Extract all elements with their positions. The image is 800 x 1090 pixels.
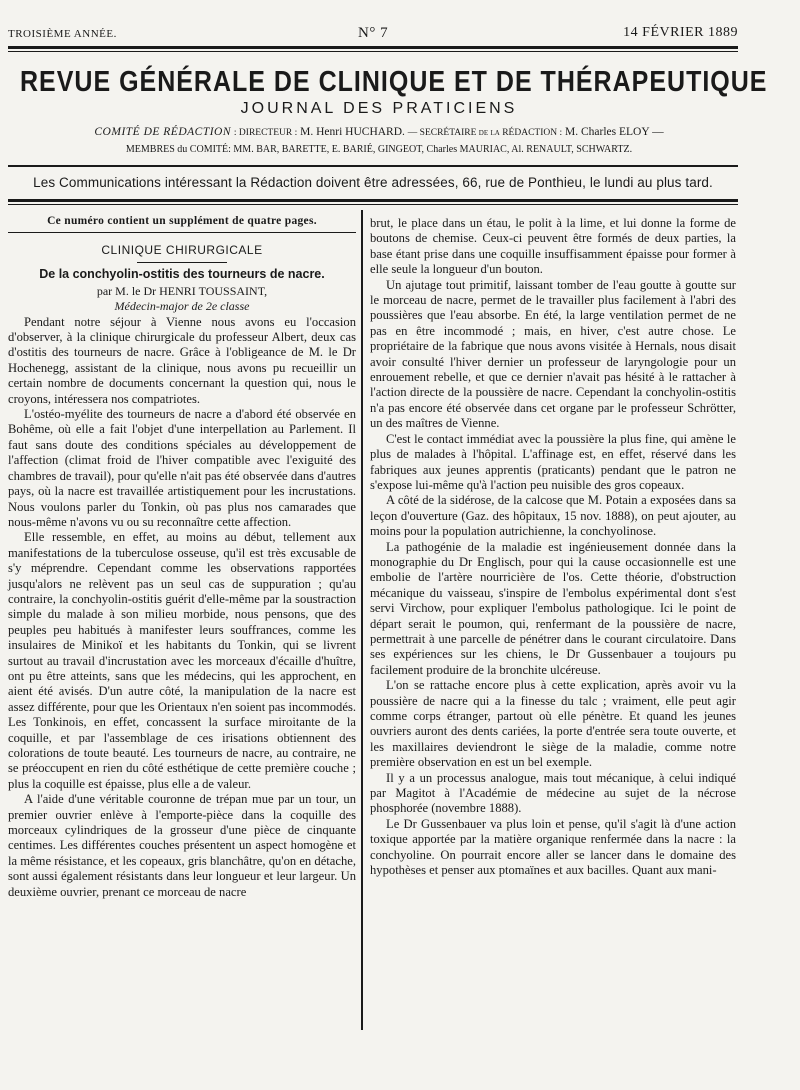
paragraph: A côté de la sidérose, de la calcose que M. Potain a exposées dans sa leçon d'ouverture (Gaz. des hôpitaux, 15 nov. 1888), on peut ajouter, au moins pour la population autrichienne, la conchyolinose. [370,493,736,539]
journal-title: REVUE GÉNÉRALE DE CLINIQUE ET DE THÉRAPEUTIQUE [20,65,768,99]
notice-rule [8,199,738,202]
article-title: De la conchyolin-ostitis des tourneurs de nacre. [39,266,325,281]
paragraph: Pendant notre séjour à Vienne nous avons eu l'occasion d'observer, à la clinique chirurgicale du professeur Albert, deux cas d'ostitis des tourneurs de nacre. Grâce à l'obligeance de M. le Dr Hochenegg, assistant de la clinique, nous avons pu recueillir un certain nombre de documents concernant la question qui, nous le croyons, intéressera nos compatriotes. [8,314,356,406]
issue-date: 14 FÉVRIER 1889 [623,25,738,40]
masthead-rule [8,165,738,167]
paragraph: L'ostéo-myélite des tourneurs de nacre a d'abord été observée en Bohême, où elle a fait l'objet d'une interpellation au Parlement. Il faut sans doute des conditions spéciales au développement de l'affection (climat froid de l'hiver compatible avec l'exiguité des chambres de travail), pour qu'elle n'ait pas été observée dans d'autres pays, où la nacre est travaillée artistiquement pour les incrustations. Nous voulons parler du Tonkin, où pas plus nos camarades que nous-même n'avons vu ou su reconnaître cette affection. [8,407,356,529]
supplement-notice: Ce numéro contient un supplément de quatre pages. [8,212,356,233]
committee-members: MEMBRES du COMITÉ: MM. BAR, BARETTE, E. BARIÉ, GINGEOT, Charles MAURIAC, Al. RENAULT, SCHWARTZ. [125,144,633,155]
director-name: M. Henri HUCHARD. [300,126,405,138]
paragraph: Un ajutage tout primitif, laissant tomber de l'eau goutte à goutte sur le morceau de nacre, permet de le travailler plus facilement à l'abri des poussières que l'eau absorbe. En été, la large ventilation permet de ne pas en être incommodé ; mais, en hiver, c'est autre chose. Le propriétaire de la fabrique que nous avons visitée à Hernals, nous disait avoir consulté l'hiver dernier un professeur de laryngologie pour un enrouement rebelle, et que ce dernier n'avait pas hésité à le rattacher à l'action directe de la poussière de nacre. Cependant la conchyolin-ostitis n'a pas encore été observée dans cet organe par le professeur Schrötter, un des maîtres de Vienne. [370,277,736,431]
committee-label: COMITÉ DE RÉDACTION [94,126,232,138]
header-rule-thin [8,51,738,52]
paragraph: C'est le contact immédiat avec la poussière la plus fine, qui amène le plus de malades à l'hôpital. L'affinage est, en effet, réservé dans les fabriques aux jeunes apprentis (praticants) pendant que le patron ne s'expose lui-même qu'à l'action peu nuisible des gros copeaux. [370,431,736,492]
paragraph: L'on se rattache encore plus à cette explication, après avoir vu la poussière de nacre qui a la finesse du talc ; vraiment, elle peut agir comme corps étranger, partout où elle pénètre. Et quand les jeunes ouvriers auront des dents cariées, la porte d'entrée sera toute ouverte, et les maxillaires deviendront le siège de la maladie, comme notre première observation en est un bel exemple. [370,678,736,770]
paragraph: brut, le place dans un étau, le polit à la lime, et lui donne la forme de boutons de chemise. Ceux-ci peuvent être formés de deux parties, la base étant prise dans une coquille insuffisamment épaisse pour former à elle seule la longueur d'un bouton. [370,216,736,277]
left-column [8,212,356,900]
journal-subtitle: JOURNAL DES PRATICIENS [240,100,518,117]
author-role: Médecin-major de 2e classe [114,299,250,314]
paragraph: Le Dr Gussenbauer va plus loin et pense, qu'il s'agit là d'une action toxique apportée par la matière organique renfermée dans la nacre : la conchyoline. On pourrait encore aller se lancer dans le domaine des hypothèses et penser aux ptomaïnes et aux bacilles. Quant aux mani- [370,816,736,878]
paragraph: Il y a un processus analogue, mais tout mécanique, à celui indiqué par Magitot à l'Académie de médecine au sujet de la nécrose phosphorée (novembre 1888). [370,770,736,816]
column-divider [361,210,363,1030]
secretary-label: — SECRÉTAIRE de la RÉDACTION : [407,128,563,138]
paragraph: A l'aide d'une véritable couronne de trépan mue par un tour, un premier ouvrier enlève à l'emporte-pièce dans la coquille des morceaux cylindriques de la grosseur d'une pièce de cinquante centimes. Les différentes couches présentent un aspect homogène et la même résistance, et les copeaux, gris blanchâtre, qu'on en détache, sont aussi également résistants dans leur longueur et leur largeur. Un deuxième ouvrier, prenant ce morceau de nacre [8,792,356,899]
communications-notice: Les Communications intéressant la Rédaction doivent être adressées, 66, rue de Ponthieu, le lundi au plus tard. [33,175,713,190]
paragraph: Elle ressemble, en effet, au moins au début, tellement aux manifestations de la tuberculose osseuse, qu'il est très excusable de s'y méprendre. Cependant comme les observations rapportées jusqu'alors ne relèvent pas un seul cas de suppuration ; qu'au contraire, la conchyolin-ostitis guérit d'elle-même par la soustraction simple du malade à son milieu morbide, nous pensons, que des peuples peu habitués à manifester leurs souffrances, comme les insulaires de Minikoï et les habitants du Tonkin, qui se livrent surtout au travail d'incrustation avec les morceaux d'écaille d'huître, ont pu être atteints, sans que les médecins, qui les approchent, en aient été avisés. D'un autre côté, la manipulation de la nacre est assez différente, pour que les Orientaux n'en soient pas incommodés. Les Tonkinois, en effet, concassent la surface miroitante de la coquille, et par l'assemblage de ces irisations obtiennent des colorations de toute beauté. Les tourneurs de nacre, au contraire, ne se préoccupent en rien du côté esthétique de cette première couche ; plus la coquille est épaisse, plus elle a de valeur. [8,530,356,791]
director-label: : DIRECTEUR : [233,128,298,138]
article-author: par M. le Dr HENRI TOUSSAINT, [96,283,268,298]
section-rule [137,262,227,263]
header-rule [8,46,738,49]
section-heading: CLINIQUE CHIRURGICALE [101,243,263,258]
notice-rule-thin [8,204,738,205]
issue-number: N° 7 [358,25,389,41]
secretary-name: M. Charles ELOY — [565,126,664,138]
editorial-committee [20,126,738,138]
right-column [370,216,736,878]
paragraph: La pathogénie de la maladie est ingénieusement donnée dans la monographie du Dr Englisch, pour qui la cause occasionnelle est une embolie de l'artère nourricière de l'os. Cette théorie, d'obstruction mécanique du vaisseau, s'inspire de l'embolus expérimental dont s'est servi Virchow, pour expliquer l'embolus pathologique. Ici le point de départ serait le poumon, qui, renfermant de la poussière de nacre, permettrait à une parcelle de pénétrer dans le courant circulatoire. Dans ses expériences sur les chiens, le Dr Gussenbauer a toujours pu facilement produire de la bronchite ulcéreuse. [370,539,736,677]
issue-year: TROISIÈME ANNÉE. [8,28,117,40]
